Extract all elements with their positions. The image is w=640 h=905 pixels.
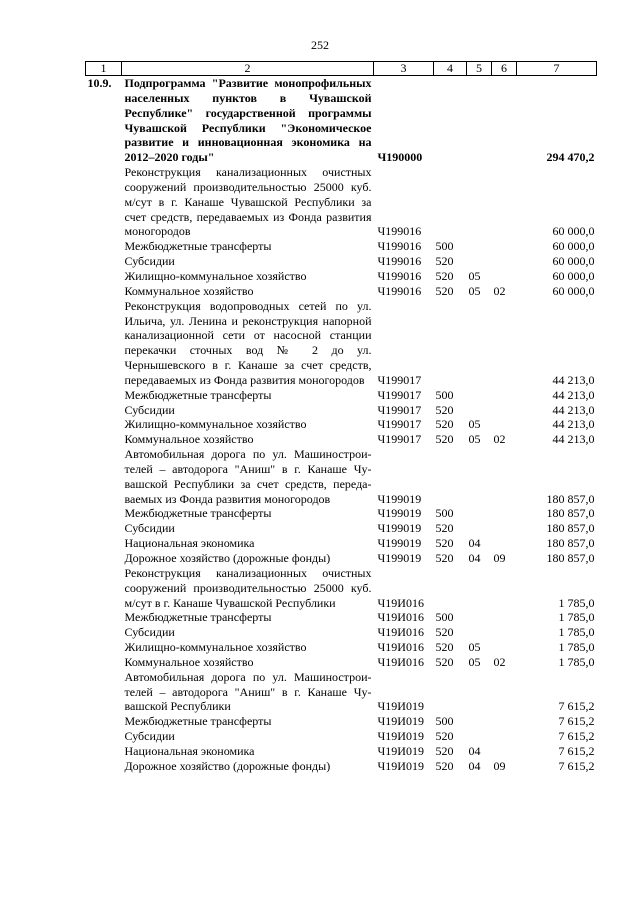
row-amount: 7 615,2 bbox=[558, 699, 595, 714]
row-c6 bbox=[492, 670, 517, 715]
row-code: Ч19И019 bbox=[377, 758, 424, 773]
row-code: Ч199017 bbox=[377, 417, 422, 432]
row-c4: 520 bbox=[435, 640, 454, 655]
row-code: Ч19И016 bbox=[377, 610, 424, 625]
row-num bbox=[86, 610, 122, 625]
table-row bbox=[86, 625, 597, 640]
row-amount: 180 857,0 bbox=[546, 536, 595, 551]
row-c4: 520 bbox=[435, 551, 454, 565]
table-row bbox=[86, 655, 597, 670]
row-c5: 05 bbox=[468, 283, 481, 298]
row-c6: 09 bbox=[493, 758, 506, 773]
budget-table bbox=[85, 61, 597, 774]
header-row bbox=[86, 62, 597, 76]
row-c4 bbox=[434, 447, 467, 506]
row-num bbox=[86, 714, 122, 729]
row-amount: 1 785,0 bbox=[558, 625, 595, 640]
row-num bbox=[86, 566, 122, 611]
row-c5 bbox=[467, 506, 492, 521]
row-code: Ч19И019 bbox=[377, 714, 424, 729]
row-num bbox=[86, 299, 122, 388]
row-c6: 02 bbox=[493, 432, 506, 447]
table-row bbox=[86, 536, 597, 551]
row-c6: 02 bbox=[493, 654, 506, 669]
row-c6 bbox=[492, 299, 517, 388]
row-c6 bbox=[492, 640, 517, 655]
header-col-2: 2 bbox=[122, 62, 374, 76]
row-amount: 180 857,0 bbox=[546, 521, 595, 536]
row-c4: 520 bbox=[435, 432, 454, 447]
row-code: Ч19И016 bbox=[377, 625, 424, 640]
row-num bbox=[86, 521, 122, 536]
row-name: Субсидии bbox=[124, 625, 175, 640]
row-name: Автомобильная дорога по ул. Машиностроителей – автодорога "Аниш" в г. Канаше Чувашской Республики за счет средств, передаваемых из Фонда развития моногородов bbox=[124, 447, 372, 506]
row-name: Субсидии bbox=[124, 254, 175, 269]
table-row bbox=[86, 759, 597, 774]
row-c4: 500 bbox=[435, 239, 454, 254]
row-name: Межбюджетные трансферты bbox=[124, 714, 272, 729]
row-c6: 02 bbox=[493, 283, 506, 298]
row-name: Коммунальное хозяйство bbox=[124, 654, 254, 669]
row-name: Реконструкция водопроводных сетей по ул. Ильича, ул. Ленина и реконструкция напорной канализационной сети от насосной станции перекачки сточных вод № 2 до ул. Чернышевского в г. Канаше за счет средств, передаваемых из Фонда развития моногородов bbox=[124, 298, 372, 387]
table-row bbox=[86, 610, 597, 625]
row-name: Межбюджетные трансферты bbox=[124, 506, 272, 521]
row-num bbox=[86, 536, 122, 551]
row-num bbox=[86, 432, 122, 447]
row-code: Ч199019 bbox=[377, 491, 422, 506]
row-num bbox=[86, 640, 122, 655]
row-name: Дорожное хозяйство (дорожные фонды) bbox=[124, 551, 331, 565]
row-c6 bbox=[492, 536, 517, 551]
row-amount: 7 615,2 bbox=[558, 743, 595, 758]
table-row bbox=[86, 744, 597, 759]
row-num bbox=[86, 447, 122, 506]
section-name: Подпрограмма "Развитие монопрофильных населенных пунктов в Чувашской Республике" государственной программы Чувашской Республики "Экономическое развитие и инновационная экономика на 2012–2020 годы" bbox=[124, 76, 372, 165]
table-row bbox=[86, 269, 597, 284]
row-amount: 60 000,0 bbox=[552, 283, 595, 298]
row-c5 bbox=[467, 670, 492, 715]
table-row bbox=[86, 566, 597, 611]
row-c4: 520 bbox=[435, 254, 454, 269]
row-num bbox=[86, 239, 122, 254]
row-name: Автомобильная дорога по ул. Машиностроителей – автодорога "Аниш" в г. Канаше Чувашской Республики bbox=[124, 669, 372, 714]
row-name: Жилищно-коммунальное хозяйство bbox=[124, 640, 307, 655]
row-amount: 44 213,0 bbox=[552, 402, 595, 417]
row-c4: 520 bbox=[435, 417, 454, 432]
row-c6 bbox=[492, 165, 517, 239]
row-amount: 1 785,0 bbox=[558, 595, 595, 610]
row-num bbox=[86, 759, 122, 774]
row-num bbox=[86, 254, 122, 269]
row-c6 bbox=[492, 388, 517, 403]
row-code: Ч199019 bbox=[377, 536, 422, 551]
row-num bbox=[86, 417, 122, 432]
table-body bbox=[86, 76, 597, 774]
row-c4: 520 bbox=[435, 743, 454, 758]
table-header bbox=[86, 62, 597, 76]
row-name: Реконструкция канализационных очистных сооружений производительностью 25000 куб. м/сут в г. Канаше Чувашской Республики за счет средств, передаваемых из Фонда развития моногородов bbox=[124, 165, 372, 239]
table-row bbox=[86, 506, 597, 521]
row-num bbox=[86, 551, 122, 566]
row-amount: 44 213,0 bbox=[552, 417, 595, 432]
table-row bbox=[86, 417, 597, 432]
row-num bbox=[86, 269, 122, 284]
row-c6 bbox=[492, 729, 517, 744]
row-c6 bbox=[492, 744, 517, 759]
row-name: Реконструкция канализационных очистных сооружений производительностью 25000 куб. м/сут в г. Канаше Чувашской Республики bbox=[124, 565, 372, 610]
row-c6 bbox=[492, 506, 517, 521]
row-code: Ч19И016 bbox=[377, 654, 424, 669]
row-amount: 44 213,0 bbox=[552, 432, 595, 447]
row-c5: 04 bbox=[468, 743, 481, 758]
row-name: Жилищно-коммунальное хозяйство bbox=[124, 268, 307, 283]
row-c5: 05 bbox=[468, 654, 481, 669]
header-col-1: 1 bbox=[86, 62, 122, 76]
row-code: Ч19И016 bbox=[377, 640, 424, 655]
row-num bbox=[86, 729, 122, 744]
row-name: Межбюджетные трансферты bbox=[124, 239, 272, 254]
row-amount: 7 615,2 bbox=[558, 729, 595, 744]
row-amount: 60 000,0 bbox=[552, 224, 595, 239]
row-num bbox=[86, 744, 122, 759]
row-c4: 520 bbox=[435, 521, 454, 536]
row-c4: 520 bbox=[435, 268, 454, 283]
row-code: Ч199017 bbox=[377, 372, 422, 387]
row-amount: 180 857,0 bbox=[546, 491, 595, 506]
row-c5 bbox=[467, 254, 492, 269]
row-c5 bbox=[467, 299, 492, 388]
row-amount: 180 857,0 bbox=[546, 506, 595, 521]
row-amount: 60 000,0 bbox=[552, 239, 595, 254]
row-c5 bbox=[467, 165, 492, 239]
row-num bbox=[86, 165, 122, 239]
row-code: Ч19И016 bbox=[377, 595, 424, 610]
row-c5: 04 bbox=[468, 551, 481, 565]
row-c4: 520 bbox=[435, 625, 454, 640]
row-num bbox=[86, 388, 122, 403]
row-c4: 500 bbox=[435, 610, 454, 625]
table-row bbox=[86, 447, 597, 506]
page-number: 252 bbox=[311, 38, 329, 52]
row-amount: 180 857,0 bbox=[546, 551, 595, 565]
table-row bbox=[86, 284, 597, 299]
row-code: Ч199016 bbox=[377, 224, 422, 239]
row-name: Национальная экономика bbox=[124, 743, 255, 758]
row-name: Жилищно-коммунальное хозяйство bbox=[124, 417, 307, 432]
row-c4 bbox=[434, 566, 467, 611]
row-c5: 05 bbox=[468, 432, 481, 447]
row-c4 bbox=[434, 165, 467, 239]
row-c5: 05 bbox=[468, 640, 481, 655]
row-name: Коммунальное хозяйство bbox=[124, 432, 254, 447]
header-col-7: 7 bbox=[517, 62, 597, 76]
row-c6 bbox=[492, 610, 517, 625]
row-amount: 7 615,2 bbox=[558, 758, 595, 773]
row-c5 bbox=[467, 447, 492, 506]
table-row bbox=[86, 551, 597, 566]
row-c6 bbox=[492, 447, 517, 506]
row-name: Субсидии bbox=[124, 402, 175, 417]
row-code: Ч199016 bbox=[377, 283, 422, 298]
row-code: Ч19И019 bbox=[377, 729, 424, 744]
row-code: Ч199019 bbox=[377, 521, 422, 536]
row-c6 bbox=[492, 239, 517, 254]
row-c4: 500 bbox=[435, 387, 454, 402]
row-name: Межбюджетные трансферты bbox=[124, 610, 272, 625]
row-amount: 60 000,0 bbox=[552, 254, 595, 269]
row-c6 bbox=[492, 417, 517, 432]
row-num bbox=[86, 403, 122, 418]
row-c5 bbox=[467, 610, 492, 625]
row-code: Ч19И019 bbox=[377, 743, 424, 758]
row-c4: 520 bbox=[435, 283, 454, 298]
row-c6 bbox=[492, 714, 517, 729]
row-c5 bbox=[467, 239, 492, 254]
row-c5: 04 bbox=[468, 758, 481, 773]
row-amount: 44 213,0 bbox=[552, 372, 595, 387]
row-c4: 520 bbox=[435, 536, 454, 551]
row-amount: 1 785,0 bbox=[558, 640, 595, 655]
row-code: Ч199016 bbox=[377, 254, 422, 269]
row-c6 bbox=[492, 521, 517, 536]
row-c6 bbox=[492, 403, 517, 418]
row-c4: 520 bbox=[435, 654, 454, 669]
section-amount: 294 470,2 bbox=[546, 150, 595, 165]
row-num bbox=[86, 284, 122, 299]
table-row bbox=[86, 239, 597, 254]
row-amount: 7 615,2 bbox=[558, 714, 595, 729]
row-c6 bbox=[492, 566, 517, 611]
row-amount: 1 785,0 bbox=[558, 610, 595, 625]
row-code: Ч199016 bbox=[377, 268, 422, 283]
table-row bbox=[86, 388, 597, 403]
section-code: Ч190000 bbox=[377, 150, 423, 165]
table-row bbox=[86, 729, 597, 744]
row-code: Ч199017 bbox=[377, 387, 422, 402]
row-name: Коммунальное хозяйство bbox=[124, 283, 254, 298]
row-c5 bbox=[467, 729, 492, 744]
row-c4: 520 bbox=[435, 402, 454, 417]
table-row bbox=[86, 640, 597, 655]
row-amount: 44 213,0 bbox=[552, 387, 595, 402]
row-name: Дорожное хозяйство (дорожные фонды) bbox=[124, 758, 331, 773]
row-c4 bbox=[434, 670, 467, 715]
row-num bbox=[86, 506, 122, 521]
table-row bbox=[86, 521, 597, 536]
row-amount: 60 000,0 bbox=[552, 268, 595, 283]
row-c5 bbox=[467, 403, 492, 418]
row-c5: 04 bbox=[468, 536, 481, 551]
header-col-6: 6 bbox=[492, 62, 517, 76]
row-c5 bbox=[467, 521, 492, 536]
header-col-3: 3 bbox=[374, 62, 434, 76]
row-c4: 500 bbox=[435, 506, 454, 521]
row-c5: 05 bbox=[468, 268, 481, 283]
row-code: Ч199017 bbox=[377, 402, 422, 417]
row-c4: 520 bbox=[435, 758, 454, 773]
table-row bbox=[86, 299, 597, 388]
row-code: Ч199019 bbox=[377, 506, 422, 521]
row-name: Субсидии bbox=[124, 729, 175, 744]
section-c6 bbox=[492, 76, 517, 166]
row-c5 bbox=[467, 625, 492, 640]
header-col-5: 5 bbox=[467, 62, 492, 76]
table-row bbox=[86, 165, 597, 239]
row-name: Субсидии bbox=[124, 521, 175, 536]
row-c5 bbox=[467, 388, 492, 403]
row-c6 bbox=[492, 625, 517, 640]
row-c6 bbox=[492, 269, 517, 284]
section-number: 10.9. bbox=[87, 76, 112, 90]
table-row bbox=[86, 254, 597, 269]
row-amount: 1 785,0 bbox=[558, 654, 595, 669]
row-code: Ч199017 bbox=[377, 432, 422, 447]
header-col-4: 4 bbox=[434, 62, 467, 76]
row-c5 bbox=[467, 566, 492, 611]
table-row bbox=[86, 670, 597, 715]
row-code: Ч199016 bbox=[377, 239, 422, 254]
row-name: Национальная экономика bbox=[124, 536, 255, 551]
row-c4: 500 bbox=[435, 714, 454, 729]
table-row bbox=[86, 432, 597, 447]
table-row bbox=[86, 714, 597, 729]
row-num bbox=[86, 670, 122, 715]
section-c4 bbox=[434, 76, 467, 166]
row-c4 bbox=[434, 299, 467, 388]
table-row bbox=[86, 403, 597, 418]
row-name: Межбюджетные трансферты bbox=[124, 387, 272, 402]
row-c6 bbox=[492, 254, 517, 269]
row-c4: 520 bbox=[435, 729, 454, 744]
row-c6: 09 bbox=[493, 551, 506, 565]
row-code: Ч19И019 bbox=[377, 699, 424, 714]
section-c5 bbox=[467, 76, 492, 166]
row-c5 bbox=[467, 714, 492, 729]
row-code: Ч199019 bbox=[377, 551, 422, 565]
section-row bbox=[86, 76, 597, 166]
row-num bbox=[86, 625, 122, 640]
row-c5: 05 bbox=[468, 417, 481, 432]
row-num bbox=[86, 655, 122, 670]
